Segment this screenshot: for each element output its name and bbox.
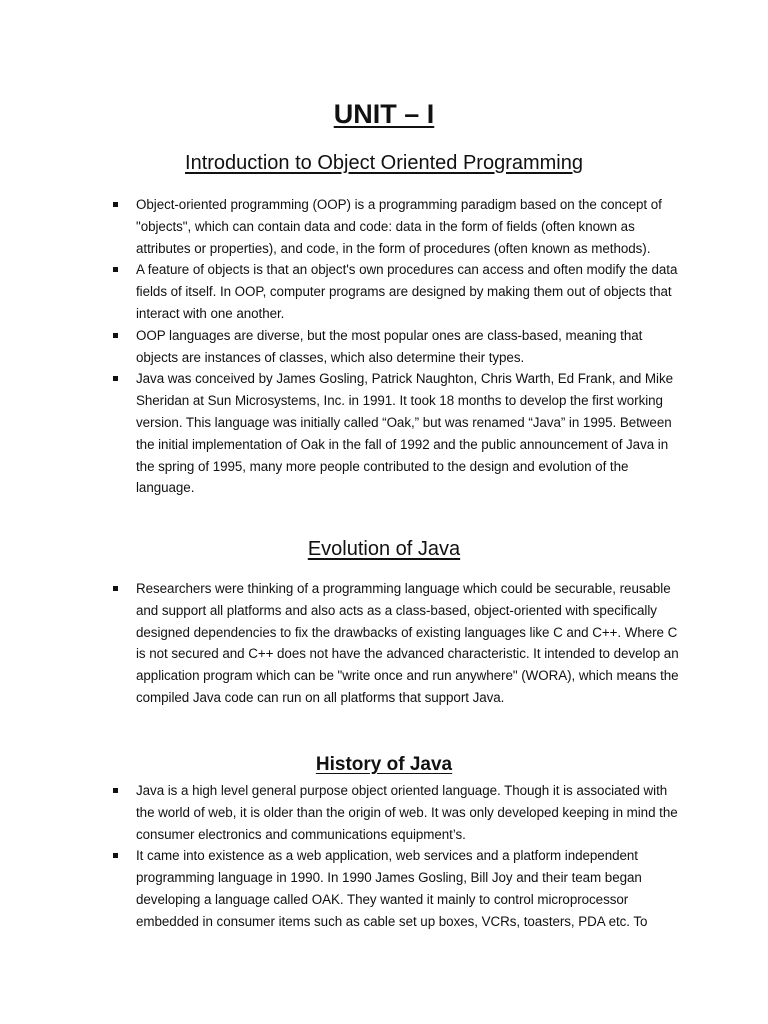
list-item bbox=[112, 368, 682, 499]
history-bullet-list bbox=[112, 780, 682, 933]
square-bullet-icon bbox=[113, 333, 118, 338]
evolution-bullet-list bbox=[112, 578, 682, 709]
oop-bullet-list bbox=[112, 194, 682, 499]
list-item-text: Object-oriented programming (OOP) is a programming paradigm based on the concept of "objects", which can contain data and code: data in the form of fields (often known as attributes or properties), and code, in the form of procedures (often known as methods). bbox=[136, 197, 662, 256]
evolution-section-title: Evolution of Java bbox=[307, 538, 461, 560]
square-bullet-icon bbox=[113, 586, 118, 591]
unit-title: UNIT – I bbox=[333, 99, 435, 129]
list-item-text: OOP languages are diverse, but the most popular ones are class-based, meaning that objects are instances of classes, which also determine their types. bbox=[136, 327, 643, 365]
list-item bbox=[112, 780, 682, 845]
square-bullet-icon bbox=[113, 853, 118, 858]
square-bullet-icon bbox=[113, 267, 118, 272]
list-item-text: Java is a high level general purpose object oriented language. Though it is associated with the world of web, it is older than the origin of web. It was only developed keeping in mind the consumer electronics and communications equipment’s. bbox=[136, 783, 678, 842]
list-item-text: Researchers were thinking of a programming language which could be securable, reusable and support all platforms and also acts as a class-based, object-oriented with specifically designed dependencies to fix the drawbacks of existing languages like C and C++. Where C is not secured and C++ does not have the advanced characteristic. It intended to develop an application program which can be "write once and run anywhere" (WORA), which means the compiled Java code can run on all platforms that support Java. bbox=[136, 581, 679, 705]
list-item bbox=[112, 845, 682, 932]
history-section-title: History of Java bbox=[315, 754, 453, 775]
list-item-text: It came into existence as a web application, web services and a platform independent programming language in 1990. In 1990 James Gosling, Bill Joy and their team began developing a language called OAK. They wanted it mainly to control microprocessor embedded in consumer items such as cable set up boxes, VCRs, toasters, PDA etc. To bbox=[136, 848, 648, 929]
list-item-text: Java was conceived by James Gosling, Patrick Naughton, Chris Warth, Ed Frank, and Mike Sheridan at Sun Microsystems, Inc. in 1991. It took 18 months to develop the first working version. This language was initially called “Oak,” but was renamed “Java” in 1995. Between the initial implementation of Oak in the fall of 1992 and the public announcement of Java in the spring of 1995, many more people contributed to the design and evolution of the language. bbox=[136, 371, 674, 496]
list-item bbox=[112, 578, 682, 709]
list-item bbox=[112, 325, 682, 369]
square-bullet-icon bbox=[113, 376, 118, 381]
square-bullet-icon bbox=[113, 788, 118, 793]
list-item bbox=[112, 194, 682, 259]
square-bullet-icon bbox=[113, 202, 118, 207]
oop-section-title: Introduction to Object Oriented Programming bbox=[185, 152, 583, 174]
list-item bbox=[112, 259, 682, 324]
list-item-text: A feature of objects is that an object's own procedures can access and often modify the data fields of itself. In OOP, computer programs are designed by making them out of objects that interact with one another. bbox=[136, 262, 678, 321]
